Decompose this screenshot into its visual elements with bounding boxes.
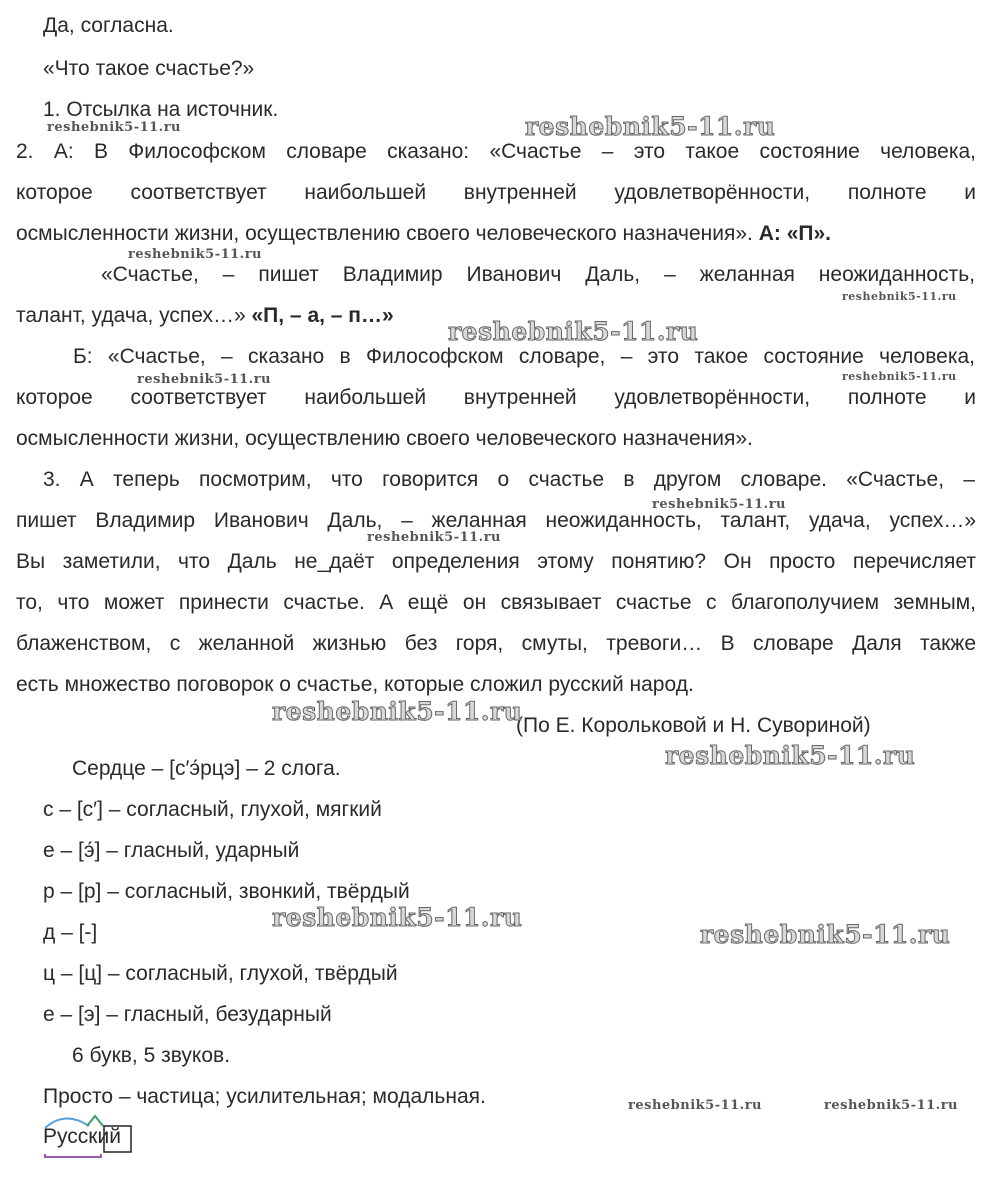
- source-attribution: (По Е. Корольковой и Н. Сувориной): [516, 714, 871, 737]
- watermark: reshebnik5-11.ru: [272, 697, 523, 726]
- paragraph-3-line-2: талант, удача, успех…» «П, – а, – п…»: [16, 304, 394, 327]
- phonetic-summary: 6 букв, 5 звуков.: [72, 1044, 231, 1067]
- watermark: reshebnik5-11.ru: [652, 497, 787, 512]
- line-point-1: 1. Отсылка на источник.: [43, 98, 279, 121]
- phonetic-row-2: е – [э́] – гласный, ударный: [43, 839, 300, 862]
- watermark: reshebnik5-11.ru: [525, 112, 776, 141]
- watermark: reshebnik5-11.ru: [47, 120, 182, 135]
- phonetic-row-6: е – [э] – гласный, безударный: [43, 1003, 332, 1026]
- paragraph-4-line-2: которое соответствует наибольшей внутренней удовлетворённости, полноте и: [16, 386, 976, 409]
- paragraph-5-line-2: пишет Владимир Иванович Даль, – желанная неожиданность, талант, удача, успех…»: [16, 509, 976, 532]
- base-underline: [45, 1154, 101, 1157]
- watermark: reshebnik5-11.ru: [700, 920, 951, 949]
- watermark: reshebnik5-11.ru: [272, 903, 523, 932]
- paragraph-2-line-3: осмысленности жизни, осуществлению своего человеческого назначения». А: «П».: [16, 222, 832, 245]
- paragraph-2-line-1: 2. А: В Философском словаре сказано: «Счастье – это такое состояние человека,: [16, 140, 976, 163]
- paragraph-5-line-3: Вы заметили, что Даль не_даёт определения этому понятию? Он просто перечисляет: [16, 550, 976, 573]
- watermark: reshebnik5-11.ru: [628, 1098, 763, 1113]
- paragraph-5-line-6: есть множество поговорок о счастье, которые сложил русский народ.: [16, 673, 694, 696]
- phonetic-row-3: р – [р] – согласный, звонкий, твёрдый: [43, 880, 410, 903]
- morph-analysis-prosto: Просто – частица; усилительная; модальная.: [43, 1085, 486, 1108]
- paragraph-4-line-3: осмысленности жизни, осуществлению своего человеческого назначения».: [16, 427, 753, 450]
- phonetic-row-5: ц – [ц] – согласный, глухой, твёрдый: [43, 962, 398, 985]
- paragraph-5-line-1: 3. А теперь посмотрим, что говорится о счастье в другом словаре. «Счастье, –: [43, 468, 975, 491]
- paragraph-5-line-4: то, что может принести счастье. А ещё он связывает счастье с благополучием земным,: [16, 591, 976, 614]
- watermark: reshebnik5-11.ru: [367, 530, 502, 545]
- phonetic-word: Сердце – [с′э́рцэ] – 2 слога.: [72, 757, 341, 780]
- paragraph-3-line-1: «Счастье, – пишет Владимир Иванович Даль, – желанная неожиданность,: [101, 263, 975, 286]
- watermark: reshebnik5-11.ru: [128, 247, 263, 262]
- paragraph-5-line-5: блаженством, с желанной жизнью без горя, смуты, тревоги… В словаре Даля также: [16, 632, 976, 655]
- scheme-b: «П, – а, – п…»: [245, 304, 394, 327]
- watermark: reshebnik5-11.ru: [824, 1098, 959, 1113]
- phonetic-row-1: с – [с′] – согласный, глухой, мягкий: [43, 798, 382, 821]
- line-title: «Что такое счастье?»: [43, 57, 255, 80]
- watermark: reshebnik5-11.ru: [137, 372, 272, 387]
- watermark: reshebnik5-11.ru: [665, 741, 916, 770]
- watermark: reshebnik5-11.ru: [842, 290, 957, 303]
- watermark: reshebnik5-11.ru: [448, 317, 699, 346]
- phonetic-row-4: д – [-]: [43, 921, 98, 944]
- morphemic-analysis: [43, 1112, 143, 1160]
- watermark: reshebnik5-11.ru: [842, 370, 957, 383]
- paragraph-4-line-1: Б: «Счастье, – сказано в Философском словаре, – это такое состояние человека,: [73, 345, 975, 368]
- line-agree: Да, согласна.: [43, 14, 174, 37]
- scheme-a: А: «П».: [752, 222, 832, 245]
- paragraph-2-line-2: которое соответствует наибольшей внутренней удовлетворённости, полноте и: [16, 181, 976, 204]
- morph-word: Русский: [43, 1125, 121, 1148]
